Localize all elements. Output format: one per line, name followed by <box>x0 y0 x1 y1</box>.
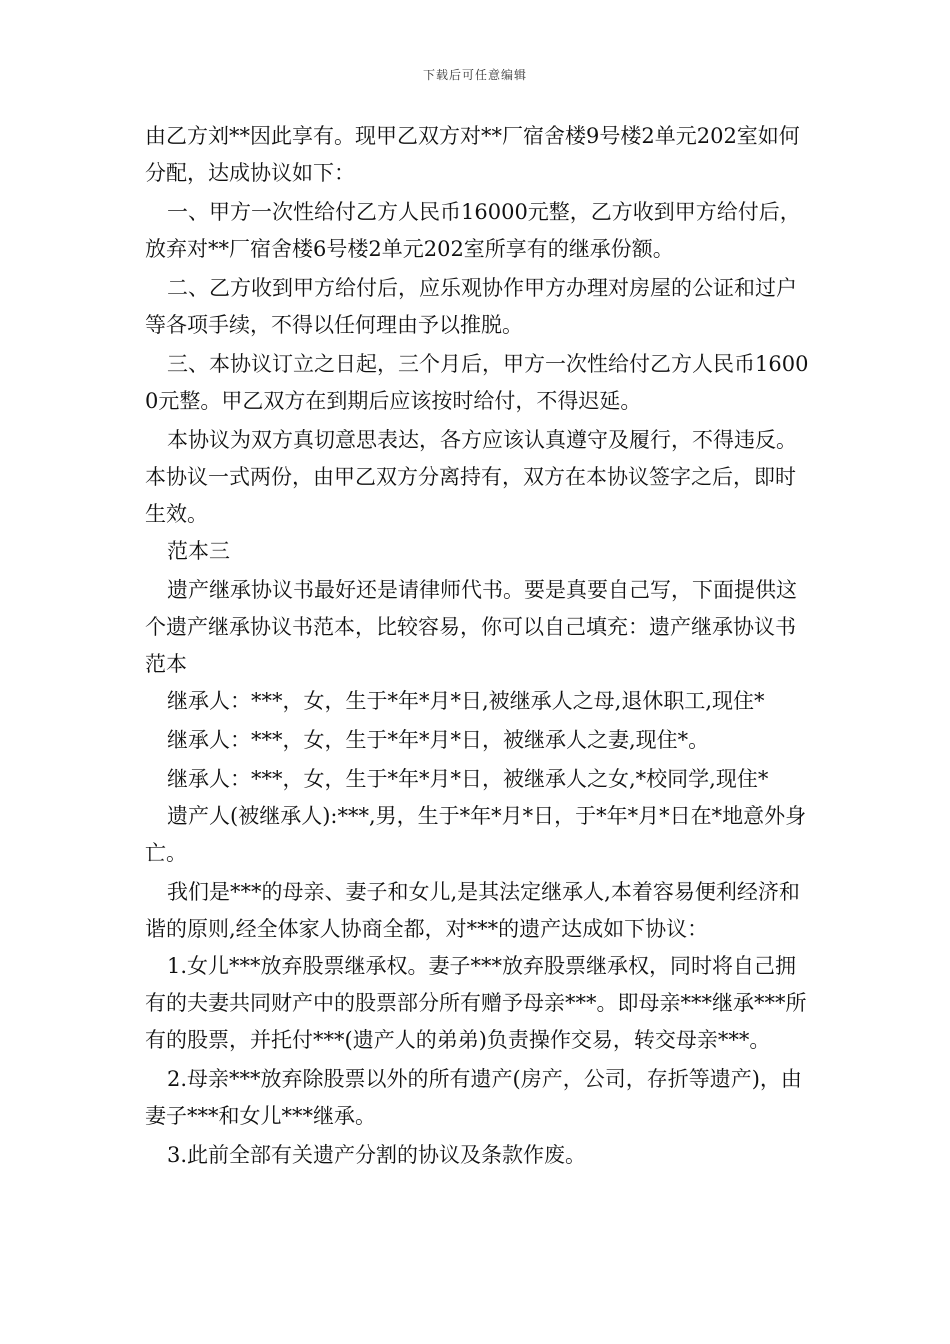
paragraph-clause-2: 二、乙方收到甲方给付后，应乐观协作甲方办理对房屋的公证和过户等各项手续，不得以任何理由予以推脱。 <box>145 276 797 337</box>
paragraph-item-2: 2.母亲***放弃除股票以外的所有遗产(房产，公司，存折等遗产)，由妻子***和女儿***继承。 <box>145 1067 802 1128</box>
paragraph-intro-continuation: 由乙方刘**因此享有。现甲乙双方对**厂宿舍楼9号楼2单元202室如何分配，达成协议如下： <box>145 124 800 185</box>
paragraph-heir-wife: 继承人：***，女，生于*年*月*日，被继承人之妻,现住*。 <box>167 728 710 752</box>
paragraph-heir-daughter: 继承人：***，女，生于*年*月*日，被继承人之女,*校同学,现住* <box>167 767 769 791</box>
paragraph-clause-3: 三、本协议订立之日起，三个月后，甲方一次性给付乙方人民币16000元整。甲乙双方在到期后应该按时给付，不得迟延。 <box>145 352 809 413</box>
document-body <box>145 118 810 1174</box>
paragraph-heir-mother: 继承人：***，女，生于*年*月*日,被继承人之母,退休职工,现住* <box>167 689 765 713</box>
paragraph-heirs-statement: 我们是***的母亲、妻子和女儿,是其法定继承人,本着容易便利经济和谐的原则,经全体家人协商全都，对***的遗产达成如下协议： <box>145 880 800 941</box>
paragraph-item-3: 3.此前全部有关遗产分割的协议及条款作废。 <box>167 1143 587 1167</box>
section-heading-sample-3: 范本三 <box>167 539 230 563</box>
paragraph-item-1: 1.女儿***放弃股票继承权。妻子***放弃股票继承权，同时将自己拥有的夫妻共同财产中的股票部分所有赠予母亲***。即母亲***继承***所有的股票，并托付***(遗产人的弟弟)负责操作交易，转交母亲***。 <box>145 954 807 1052</box>
paragraph-agreement-effect: 本协议为双方真切意思表达，各方应该认真遵守及履行，不得违反。本协议一式两份，由甲乙双方分离持有，双方在本协议签字之后，即时生效。 <box>145 428 797 526</box>
paragraph-sample-intro: 遗产继承协议书最好还是请律师代书。要是真要自己写，下面提供这个遗产继承协议书范本，比较容易，你可以自己填充：遗产继承协议书范本 <box>145 578 797 676</box>
paragraph-deceased: 遗产人(被继承人):***,男，生于*年*月*日，于*年*月*日在*地意外身亡。 <box>145 804 807 865</box>
paragraph-clause-1: 一、甲方一次性给付乙方人民币16000元整，乙方收到甲方给付后，放弃对**厂宿舍楼6号楼2单元202室所享有的继承份额。 <box>145 200 801 261</box>
page-header: 下载后可任意编辑 <box>422 68 527 82</box>
